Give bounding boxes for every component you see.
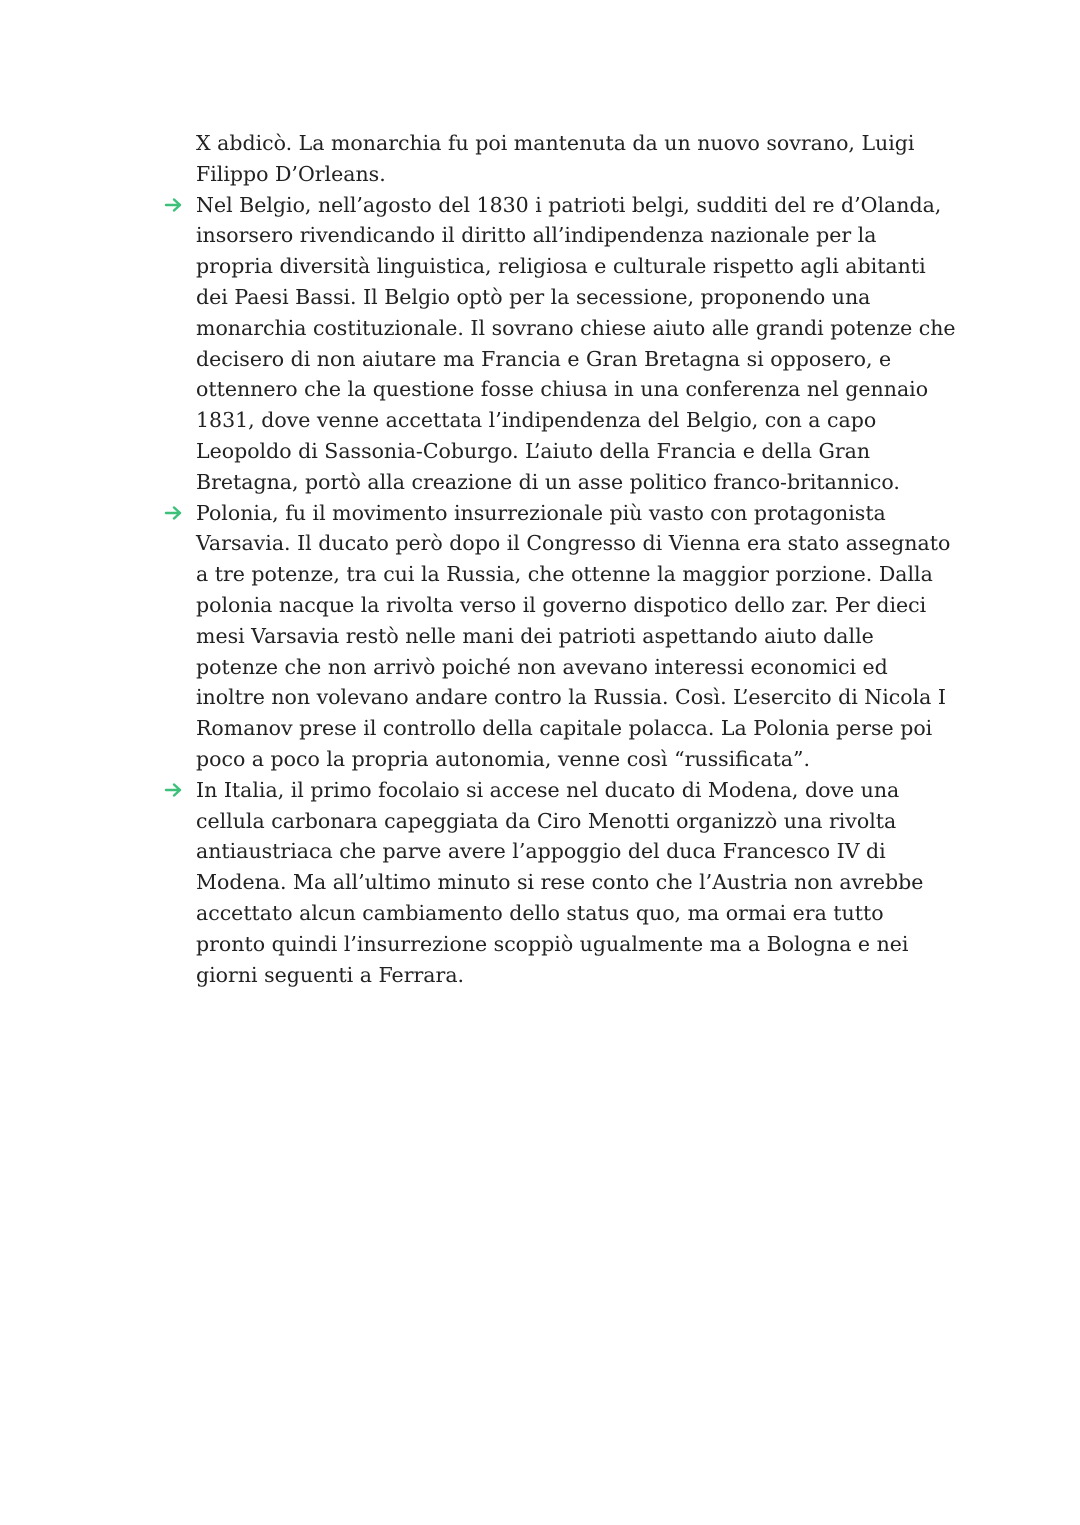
arrow-right-icon bbox=[162, 190, 186, 220]
continuation-paragraph: X abdicò. La monarchia fu poi mantenuta da un nuovo sovrano, Luigi Filippo D’Orleans. bbox=[196, 131, 915, 186]
bullet-text: In Italia, il primo focolaio si accese nel ducato di Modena, dove una cellula carbonara capeggiata da Ciro Menotti organizzò una rivolta antiaustriaca che parve avere l’appoggio del duca Francesco IV di Modena. Ma all’ultimo minuto si rese conto che l’Austria non avrebbe accettato alcun cambiamento dello status quo, ma ormai era tutto pronto quindi l’insurrezione scoppiò ugualmente ma a Bologna e nei giorni seguenti a Ferrara. bbox=[196, 777, 924, 987]
document-body bbox=[196, 128, 956, 990]
bullet-item-belgio bbox=[196, 190, 956, 498]
arrow-right-icon bbox=[162, 498, 186, 528]
bullet-item-italia bbox=[196, 775, 956, 991]
bullet-list bbox=[196, 190, 956, 991]
arrow-right-icon bbox=[162, 775, 186, 805]
bullet-text: Nel Belgio, nell’agosto del 1830 i patrioti belgi, sudditi del re d’Olanda, insorsero rivendicando il diritto all’indipendenza nazionale per la propria diversità linguistica, religiosa e culturale rispetto agli abitanti dei Paesi Bassi. Il Belgio optò per la secessione, proponendo una monarchia costituzionale. Il sovrano chiese aiuto alle grandi potenze che decisero di non aiutare ma Francia e Gran Bretagna si opposero, e ottennero che la questione fosse chiusa in una conferenza nel gennaio 1831, dove venne accettata l’indipendenza del Belgio, con a capo Leopoldo di Sassonia-Coburgo. L’aiuto della Francia e della Gran Bretagna, portò alla creazione di un asse politico franco-britannico. bbox=[196, 192, 956, 494]
bullet-text: Polonia, fu il movimento insurrezionale più vasto con protagonista Varsavia. Il ducato però dopo il Congresso di Vienna era stato assegnato a tre potenze, tra cui la Russia, che ottenne la maggior porzione. Dalla polonia nacque la rivolta verso il governo dispotico dello zar. Per dieci mesi Varsavia restò nelle mani dei patrioti aspettando aiuto dalle potenze che non arrivò poiché non avevano interessi economici ed inoltre non volevano andare contro la Russia. Così. L’esercito di Nicola I Romanov prese il controllo della capitale polacca. La Polonia perse poi poco a poco la propria autonomia, venne così “russificata”. bbox=[196, 500, 951, 771]
bullet-item-polonia bbox=[196, 498, 956, 775]
